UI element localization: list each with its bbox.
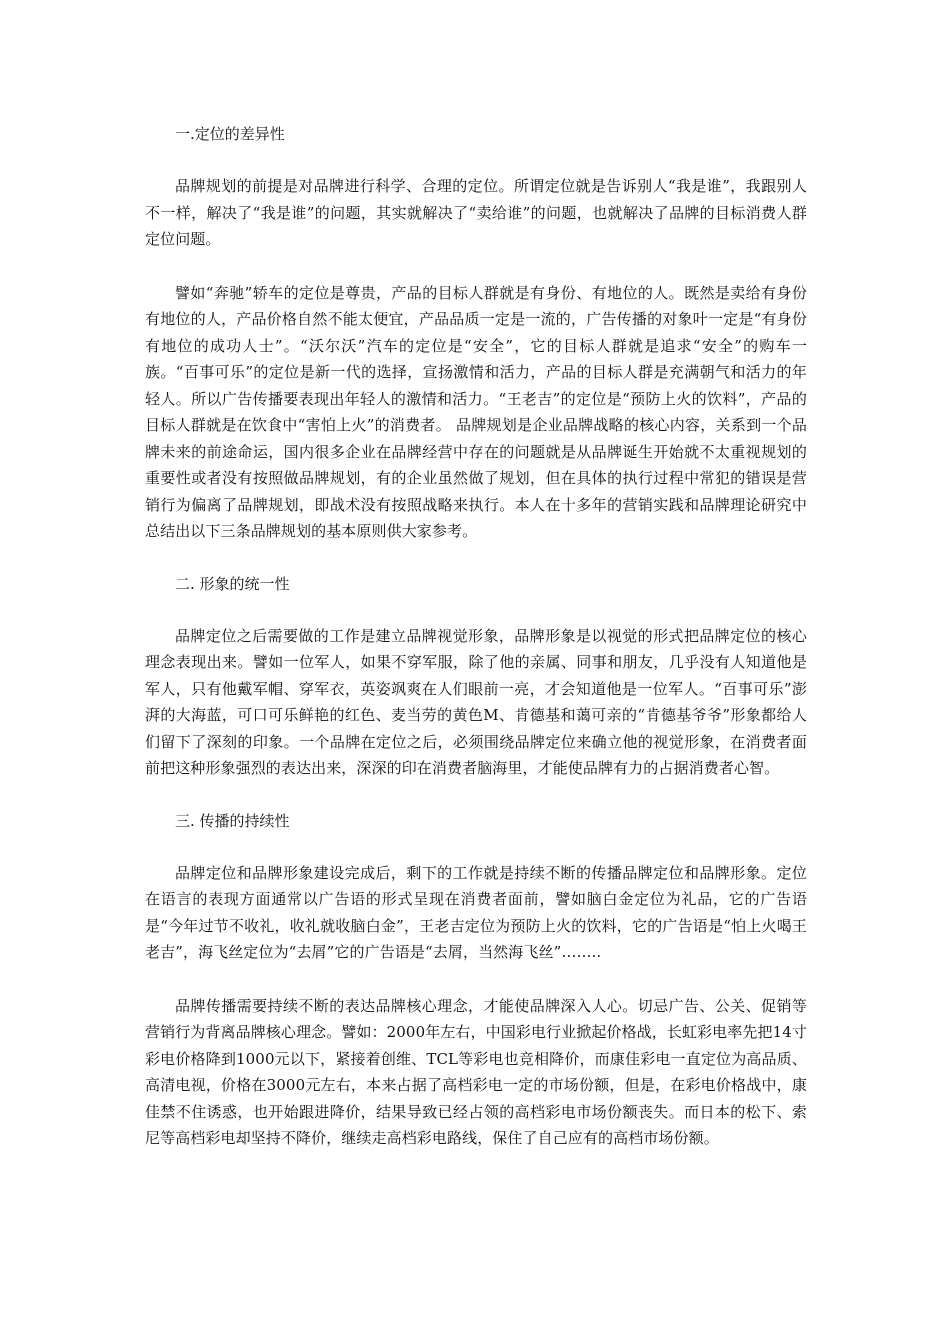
section-heading-positioning: 一.定位的差异性 xyxy=(175,125,285,143)
paragraph: 譬如“奔驰”轿车的定位是尊贵，产品的目标人群就是有身份、有地位的人。既然是卖给有身份有地位的人，产品价格自然不能太便宜，产品品质一定是一流的，广告传播的对象叶一定是“有身份有地位的成功人士”。“沃尔沃”汽车的定位是“安全”，它的目标人群就是追求“安全”的购车一族。“百事可乐”的定位是新一代的选择，宣扬激情和活力，产品的目标人群是充满朝气和活力的年轻人。所以广告传播要表现出年轻人的激情和活力。“王老吉”的定位是“预防上火的饮料”，产品的目标人群就是在饮食中“害怕上火”的消费者。 品牌规划是企业品牌战略的核心内容，关系到一个品牌未来的前途命运，国内很多企业在品牌经营中存在的问题就是从品牌诞生开始就不太重视规划的重要性或者没有按照做品牌规划，有的企业虽然做了规划，但在具体的执行过程中常犯的错误是营销行为偏离了品牌规划，即战术没有按照战略来执行。本人在十多年的营销实践和品牌理论研究中总结出以下三条品牌规划的基本原则供大家参考。 xyxy=(145,283,807,540)
paragraph: 品牌定位之后需要做的工作是建立品牌视觉形象，品牌形象是以视觉的形式把品牌定位的核心理念表现出来。譬如一位军人，如果不穿军服，除了他的亲属、同事和朋友，几乎没有人知道他是军人，只有他戴军帽、穿军衣，英姿飒爽在人们眼前一亮，才会知道他是一位军人。“百事可乐”澎湃的大海蓝，可口可乐鲜艳的红色、麦当劳的黄色M、肯德基和蔼可亲的“肯德基爷爷”形象都给人们留下了深刻的印象。一个品牌在定位之后，必须围绕品牌定位来确立他的视觉形象，在消费者面前把这种形象强烈的表达出来，深深的印在消费者脑海里，才能使品牌有力的占据消费者心智。 xyxy=(145,626,807,777)
paragraph: 品牌规划的前提是对品牌进行科学、合理的定位。所谓定位就是告诉别人“我是谁”，我跟别人不一样，解决了“我是谁”的问题，其实就解决了“卖给谁”的问题，也就解决了品牌的目标消费人群定位问题。 xyxy=(145,177,807,248)
paragraph: 品牌传播需要持续不断的表达品牌核心理念，才能使品牌深入人心。切忌广告、公关、促销等营销行为背离品牌核心理念。譬如：2000年左右，中国彩电行业掀起价格战，长虹彩电率先把14寸彩电价格降到1000元以下，紧接着创维、TCL等彩电也竞相降价，而康佳彩电一直定位为高品质、高清电视，价格在3000元左右，本来占据了高档彩电一定的市场份额，但是，在彩电价格战中，康佳禁不住诱惑，也开始跟进降价，结果导致已经占领的高档彩电市场份额丧失。而日本的松下、索尼等高档彩电却坚持不降价，继续走高档彩电路线，保住了自己应有的高档市场份额。 xyxy=(145,996,807,1147)
document-page xyxy=(145,122,807,1152)
section-heading-image: 二. 形象的统一性 xyxy=(175,574,290,593)
section-heading-communication: 三. 传播的持续性 xyxy=(175,811,290,830)
paragraph: 品牌定位和品牌形象建设完成后，剩下的工作就是持续不断的传播品牌定位和品牌形象。定位在语言的表现方面通常以广告语的形式呈现在消费者面前，譬如脑白金定位为礼品，它的广告语是“今年过节不收礼，收礼就收脑白金”，王老吉定位为预防上火的饮料，它的广告语是“怕上火喝王老吉”，海飞丝定位为“去屑”它的广告语是“去屑，当然海飞丝”…….. xyxy=(145,863,807,961)
